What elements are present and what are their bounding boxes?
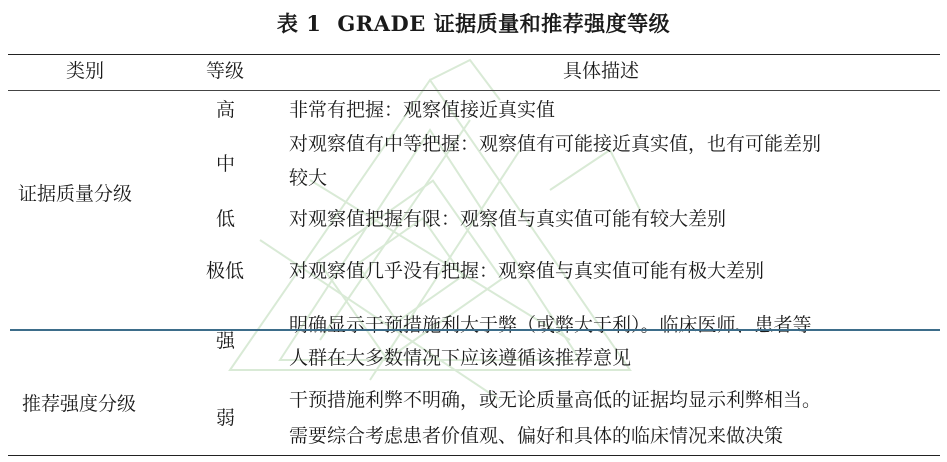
desc-weak-line-1: 干预措施利弊不明确，或无论质量高低的证据均显示利弊相当。 bbox=[289, 389, 822, 411]
table-caption bbox=[0, 8, 947, 38]
level-weak: 弱 bbox=[216, 407, 236, 429]
desc-strong-line-2: 人群在大多数情况下应该遵循该推荐意见 bbox=[289, 347, 632, 369]
bottom-rule bbox=[8, 455, 940, 456]
level-strong: 强 bbox=[216, 330, 236, 352]
header-category: 类别 bbox=[66, 60, 105, 82]
header-rule bbox=[8, 90, 940, 91]
section-category-recommendation: 推荐强度分级 bbox=[22, 393, 137, 415]
table-title: GRADE 证据质量和推荐强度等级 bbox=[337, 11, 671, 36]
level-low: 低 bbox=[216, 208, 236, 230]
desc-low-line-1: 对观察值把握有限：观察值与真实值可能有较大差别 bbox=[289, 208, 727, 230]
top-rule bbox=[8, 54, 940, 55]
desc-very-low-line-1: 对观察值几乎没有把握：观察值与真实值可能有极大差别 bbox=[289, 260, 765, 282]
level-high: 高 bbox=[216, 99, 236, 121]
desc-high-line-1: 非常有把握：观察值接近真实值 bbox=[289, 99, 556, 121]
level-moderate: 中 bbox=[216, 153, 236, 175]
table-number: 表 1 bbox=[276, 11, 322, 36]
level-very-low: 极低 bbox=[206, 260, 245, 282]
section-category-evidence: 证据质量分级 bbox=[18, 183, 133, 205]
desc-strong-line-1: 明确显示干预措施利大于弊（或弊大于利）。临床医师、患者等 bbox=[289, 314, 812, 336]
header-level: 等级 bbox=[206, 60, 245, 82]
desc-weak-line-2: 需要综合考虑患者价值观、偏好和具体的临床情况来做决策 bbox=[289, 425, 784, 447]
desc-moderate-line-2: 较大 bbox=[289, 167, 328, 189]
header-description: 具体描述 bbox=[563, 60, 640, 82]
section-divider bbox=[10, 329, 940, 331]
desc-moderate-line-1: 对观察值有中等把握：观察值有可能接近真实值，也有可能差别 bbox=[289, 133, 822, 155]
